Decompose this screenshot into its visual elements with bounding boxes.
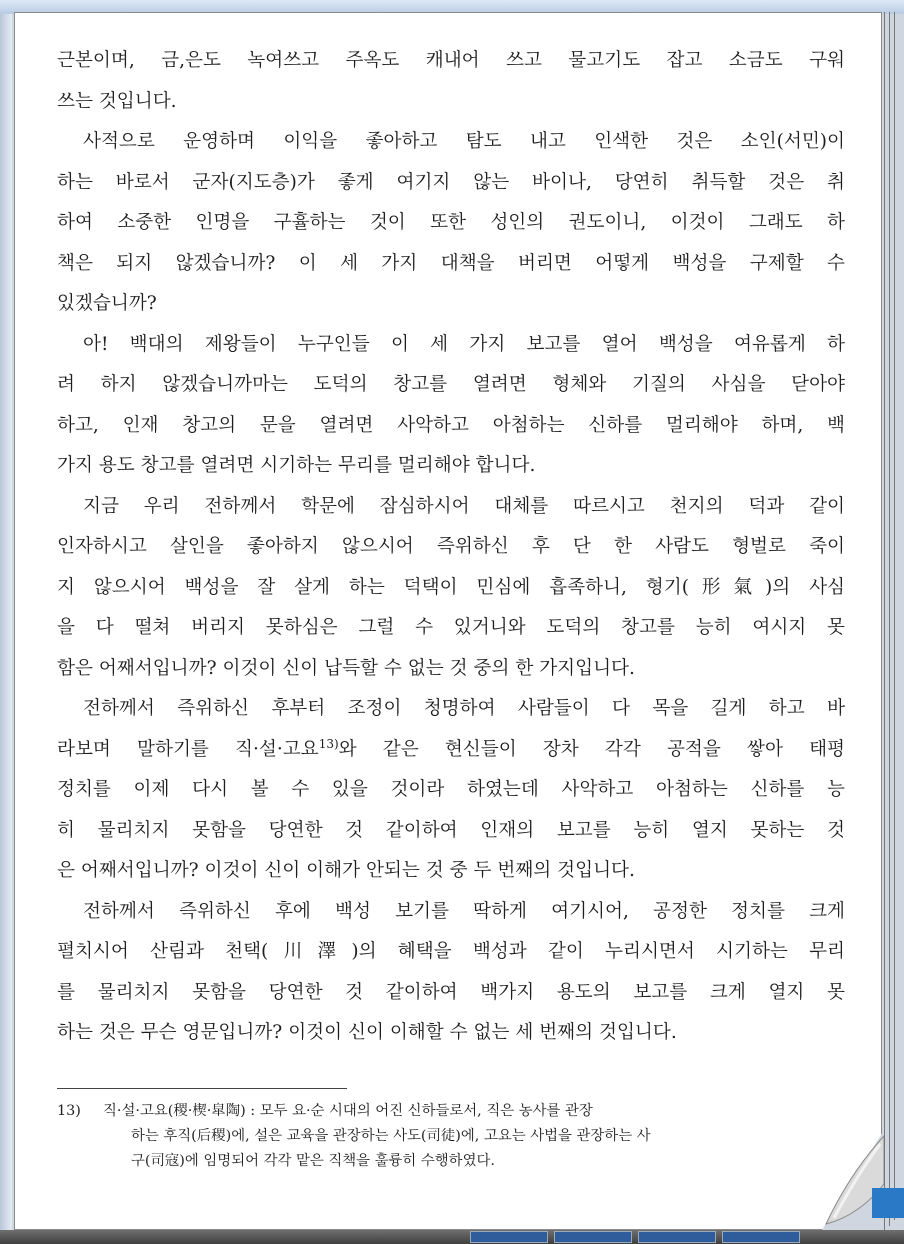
text-line: 히 물리치지 못함을 당연한 것 같이하여 인재의 보고를 능히 열지 못하는 것 [57,819,845,841]
text-line: 쓰는 것입니다. [57,90,177,112]
side-panel-tab[interactable] [872,1188,904,1218]
text-line: 하고, 인재 창고의 문을 열려면 사악하고 아첨하는 신하를 멀리해야 하며, 백 [57,414,845,436]
text-line: 하여 소중한 인명을 구휼하는 것이 또한 성인의 권도이니, 이것이 그래도 하 [57,212,845,233]
text-line: 아! 백대의 제왕들이 누구인들 이 세 가지 보고를 열어 백성을 여유롭게 하 [83,333,845,355]
footnote-line: 하는 후직(后稷)에, 설은 교육을 관장하는 사도(司徒)에, 고요는 사법을 관장하는 사 [131,1128,651,1144]
footnote [57,1099,845,1174]
text-line: 지 않으시어 백성을 잘 살게 하는 덕택이 민심에 흡족하니, 형기(形氣)의 사심 [57,576,845,598]
text-line: 를 물리치지 못함을 당연한 것 같이하여 백가지 용도의 보고를 크게 열지 못 [57,981,845,1003]
text-line: 인자하시고 살인을 좋아하지 않으시어 즉위하신 후 단 한 사람도 형벌로 죽이 [57,536,845,557]
text-line: 은 어째서입니까? 이것이 신이 이해가 안되는 것 중 두 번째의 것입니다. [57,860,635,881]
text-line: 전하께서 즉위하신 후에 백성 보기를 딱하게 여기시어, 공정한 정치를 크게 [83,900,845,922]
footnote-line: 구(司寇)에 임명되어 각각 맡은 직책을 훌륭히 수행하였다. [131,1153,495,1169]
text-line: 근본이며, 금,은도 녹여쓰고 주옥도 캐내어 쓰고 물고기도 잡고 소금도 구워 [57,50,845,71]
text-line: 하는 것은 무슨 영문입니까? 이것이 신이 이해할 수 없는 세 번째의 것입니다. [57,1022,677,1043]
page-stack-edge [894,12,895,1220]
text-line: 전하께서 즉위하신 후부터 조정이 청명하여 사람들이 다 목을 길게 하고 바 [83,698,845,719]
page-stack-edge [884,12,885,1230]
text-line: 을 다 떨쳐 버리지 못하심은 그럴 수 있거니와 도덕의 창고를 능히 여시지 못 [57,617,845,638]
text-line: 정치를 이제 다시 볼 수 있을 것이라 하였는데 사악하고 아첨하는 신하를 능 [57,779,845,800]
taskbar-item[interactable] [638,1231,716,1243]
text-line: 펼치시어 산림과 천택(川澤)의 혜택을 백성과 같이 누리시면서 시기하는 무리 [57,941,845,962]
viewer-left-rail [0,14,12,1234]
text-line: 사적으로 운영하며 이익을 좋아하고 탐도 내고 인색한 것은 소인(서민)이 [83,131,845,152]
text-line: 지금 우리 전하께서 학문에 잠심하시어 대체를 따르시고 천지의 덕과 같이 [83,495,845,517]
taskbar-items [470,1230,800,1244]
body-text [57,41,845,1054]
page-stack-edge [889,12,890,1226]
footnote-rule [57,1088,347,1089]
text-line: 함은 어째서입니까? 이것이 신이 납득할 수 없는 것 중의 한 가지입니다. [57,657,635,679]
text-line: 있겠습니까? [57,293,157,314]
text-line: 려 하지 않겠습니까마는 도덕의 창고를 열려면 형체와 기질의 사심을 닫아야 [57,374,845,395]
text-line: 하는 바로서 군자(지도층)가 좋게 여기지 않는 바이나, 당연히 취득할 것은 취 [57,171,845,193]
footnote-body [57,1099,845,1174]
document-page [14,12,882,1230]
taskbar-item[interactable] [722,1231,800,1243]
text-line: 라보며 말하기를 직·설·고요$^{13)}$와 같은 현신들이 장차 각각 공적을 쌓아 태평 [57,736,845,760]
footnote-number: 13) [57,1103,81,1119]
taskbar-item[interactable] [470,1231,548,1243]
text-line: 가지 용도 창고를 열려면 시기하는 무리를 멀리해야 합니다. [57,455,536,476]
text-line: 책은 되지 않겠습니까? 이 세 가지 대책을 버리면 어떻게 백성을 구제할 수 [57,252,845,274]
footnote-line: 직·설·고요(稷·楔·皐陶) : 모두 요·순 시대의 어진 신하들로서, 직은 농사를 관장 [103,1103,593,1119]
taskbar-item[interactable] [554,1231,632,1243]
footnote-ref[interactable]: 13) [318,736,339,751]
